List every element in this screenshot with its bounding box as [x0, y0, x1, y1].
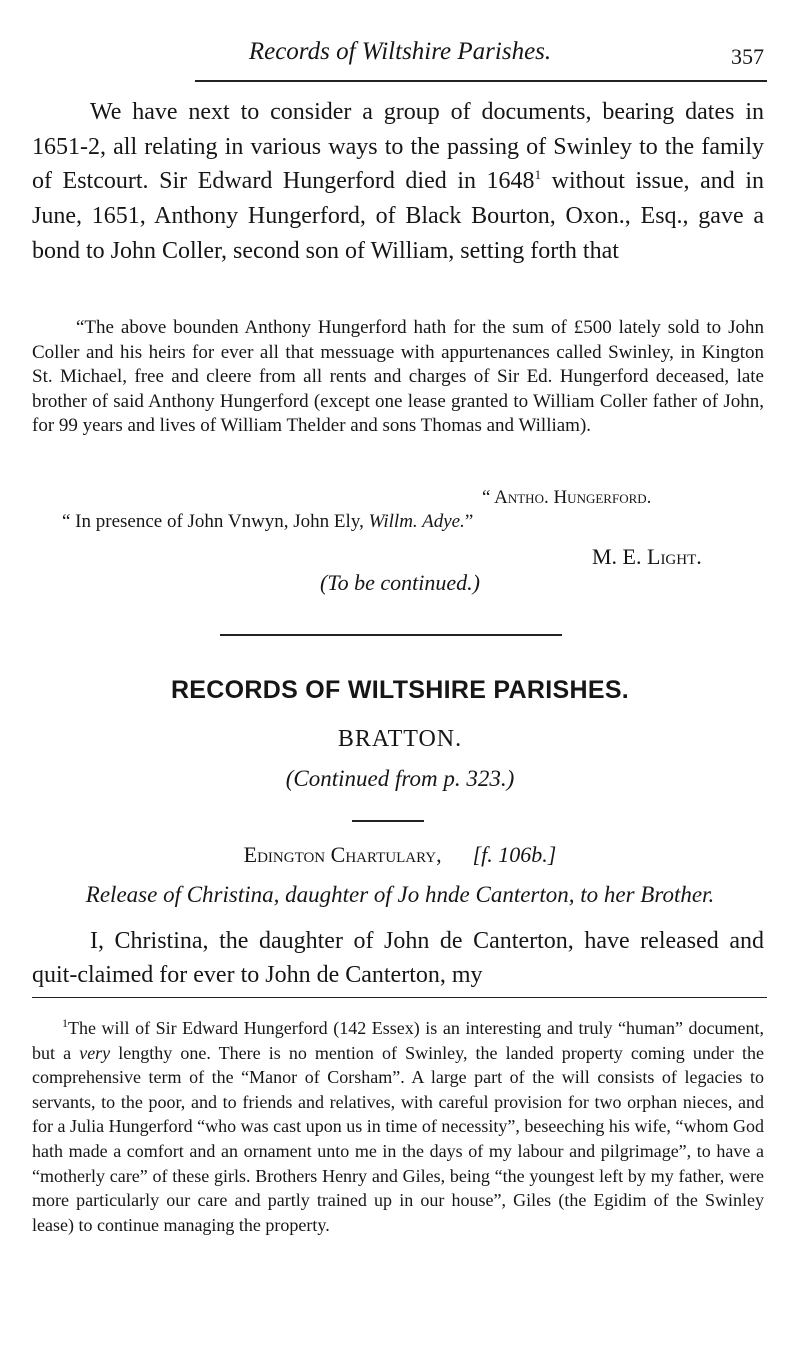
quote-signature: “ Antho. Hungerford. — [482, 487, 652, 508]
short-divider — [352, 820, 424, 822]
witnesses-close: ” — [464, 511, 474, 532]
parish-title: BRATTON. — [337, 726, 463, 752]
chartulary-source: Edington Chartulary, — [243, 842, 442, 867]
document-title: Release of Christina, daughter of Jo hnde Canterton, to her Brother. — [85, 882, 715, 907]
footnote-mark: 1 — [62, 1016, 68, 1030]
paragraph-text-b: without issue, and in June, 1651, Anthony Hungerford, of Black Bourton, Oxon., Esq., gave a bond to John Coller, second son of William, setting forth that — [32, 168, 764, 264]
quote-witnesses — [62, 511, 473, 533]
section-divider — [220, 634, 562, 636]
paragraph-text-a: We have next to consider a group of documents, bearing dates in 1651-2, all relating in various ways to the passing of Swinley to the family of Estcourt. Sir Edward Hungerford died in 1648 — [32, 99, 764, 195]
chartulary-folio: [f. 106b.] — [472, 842, 557, 867]
bond-quotation: “The above bounden Anthony Hungerford hath for the sum of £500 lately sold to John Coller and his heirs for ever all that messuage with appurtenances called Swinley, in Kington St. Michael, free and cleere from all rents and charges of Sir Ed. Hungerford deceased, late brother of said Anthony Hungerford (except one lease granted to William Coller father of John, for 99 years and lives of William Thelder and sons Thomas and William). — [32, 317, 764, 437]
footnote-text-a: The will of Sir Edward Hungerford (142 Essex) is an interesting and truly “human” document, but a — [32, 1018, 764, 1063]
section-heading: RECORDS OF WILTSHIRE PARISHES. — [170, 676, 630, 704]
witnesses-text: “ In presence of John Vnwyn, John Ely, — [62, 511, 369, 532]
chartulary-line — [0, 842, 800, 868]
author-signature: M. E. Light. — [592, 544, 702, 569]
running-head — [32, 34, 768, 74]
header-rule — [195, 80, 767, 82]
footnote-emphasis: very — [79, 1042, 111, 1063]
running-title: Records of Wiltshire Parishes. — [248, 38, 552, 65]
paragraph-hungerford-bond — [32, 95, 764, 269]
footnote-text-b: lengthy one. There is no mention of Swinley, the landed property coming under the comprehensive term of the “Manor of Corsham”. A large part of the will consists of legacies to servants, to the poor, and to friends and relatives, with careful provision for two orphan nieces, and for a Julia Hungerford “who was cast upon us in time of necessity”, beseeching his wife, “whom God hath made a comfort and an ornament unto me in the days of my labour and pilgrimage”, to have a “motherly care” of these girls. Brothers Henry and Giles, being “the youngest left by my father, were more particularly our care and partly trained up in our house”, Giles (the Egidim of the Swinley lease) to continue managing the property. — [32, 1042, 764, 1235]
to-be-continued: (To be continued.) — [320, 570, 480, 595]
footnote-will — [32, 1016, 764, 1237]
continued-from: (Continued from p. 323.) — [285, 766, 515, 791]
release-text: I, Christina, the daughter of John de Canterton, have released and quit-claimed for ever to John de Canterton, my — [32, 928, 764, 988]
witness-adye: Willm. Adye. — [368, 511, 465, 532]
footnote-rule — [32, 997, 767, 998]
footnote-ref: 1 — [534, 167, 542, 183]
page-number: 357 — [731, 44, 764, 69]
